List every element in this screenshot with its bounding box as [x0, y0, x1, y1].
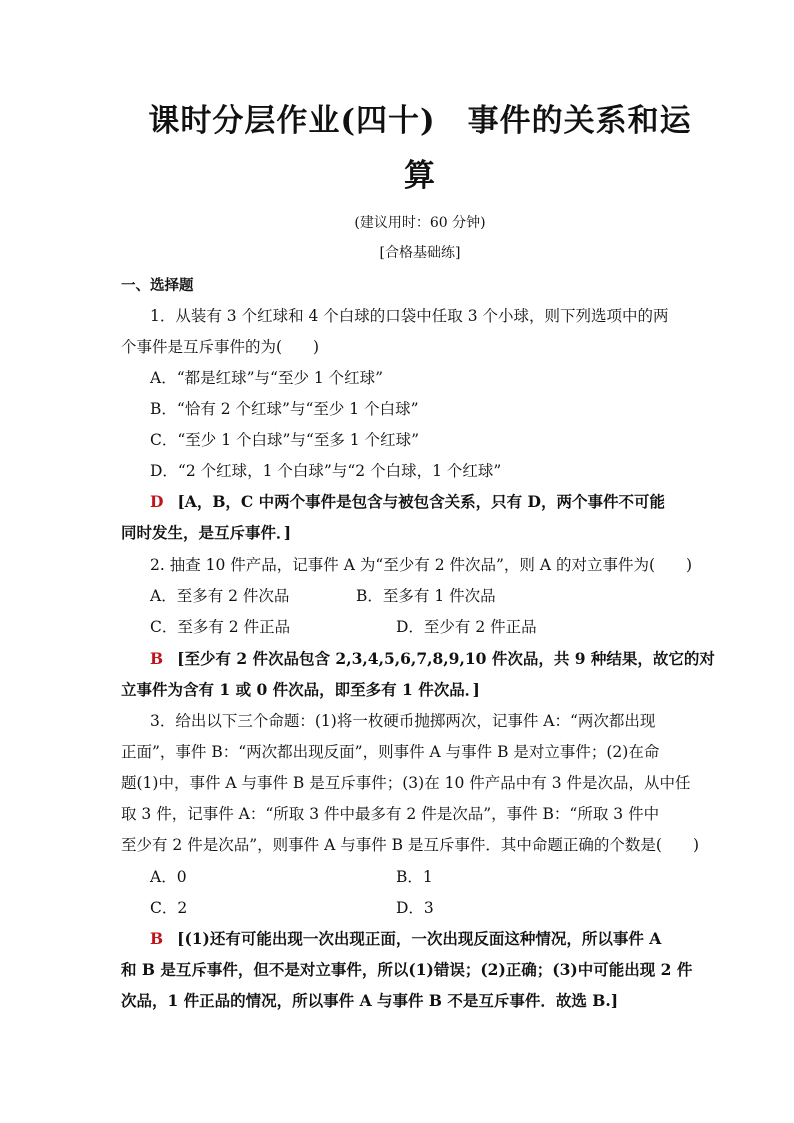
page-title-line1: 课时分层作业(四十) 事件的关系和运 [148, 103, 692, 139]
q3-stem-line5: 至少有 2 件是次品”，则事件 A 与事件 B 是互斥事件．其中命题正确的个数是( ) [121, 836, 700, 854]
q1-stem-line2: 个事件是互斥事件的为( ) [121, 338, 320, 356]
time-hint: (建议用时：60 分钟) [354, 215, 486, 231]
q3-solution-line2: 和 B 是互斥事件，但不是对立事件，所以(1)错误；(2)正确；(3)中可能出现 2 件 [121, 960, 693, 979]
q3-solution-line1: B [(1)还有可能出现一次出现正面，一次出现反面这种情况，所以事件 A [150, 929, 662, 948]
q2-option-c: C．至多有 2 件正品 [150, 618, 291, 636]
q2-answer: B [150, 649, 164, 668]
q1-solution-line1: D [A，B，C 中两个事件是包含与被包含关系，只有 D，两个事件不可能 [150, 492, 665, 511]
q3-answer: B [150, 929, 164, 948]
q3-stem-line2: 正面”，事件 B：“两次都出现反面”，则事件 A 与事件 B 是对立事件；(2)在命 [121, 743, 660, 761]
q3-option-a: A．0 [150, 868, 187, 886]
level-label: [合格基础练] [379, 245, 461, 261]
q2-option-a: A．至多有 2 件次品 [150, 587, 290, 605]
q2-solution-line2: 立事件为含有 1 或 0 件次品，即至多有 1 件次品．] [121, 680, 480, 699]
q2-solution-line1: B [至少有 2 件次品包含 2,3,4,5,6,7,8,9,10 件次品，共 9 种结果，故它的对 [150, 649, 715, 668]
section-heading: 一、选择题 [121, 277, 194, 294]
q1-solution-line2: 同时发生，是互斥事件．] [121, 523, 292, 542]
q1-option-b: B．“恰有 2 个红球”与“至少 1 个白球” [150, 400, 419, 418]
q2-option-d: D．至少有 2 件正品 [396, 618, 537, 636]
q3-stem-line3: 题(1)中，事件 A 与事件 B 是互斥事件；(3)在 10 件产品中有 3 件是次品，从中任 [121, 774, 691, 792]
q1-answer: D [150, 492, 164, 511]
q1-option-d: D．“2 个红球，1 个白球”与“2 个白球，1 个红球” [150, 462, 502, 480]
q3-option-d: D．3 [396, 899, 434, 917]
q2-stem: 2. 抽查 10 件产品，记事件 A 为“至少有 2 件次品”，则 A 的对立事件为( ) [150, 556, 693, 574]
q2-option-b: B．至多有 1 件次品 [356, 587, 496, 605]
q1-option-a: A．“都是红球”与“至少 1 个红球” [150, 369, 384, 387]
q3-option-b: B．1 [396, 868, 433, 886]
q3-solution-line3: 次品，1 件正品的情况，所以事件 A 与事件 B 不是互斥事件．故选 B.] [121, 991, 619, 1010]
q3-option-c: C．2 [150, 899, 188, 917]
page-title-line2: 算 [404, 158, 436, 194]
q3-stem-line4: 取 3 件，记事件 A：“所取 3 件中最多有 2 件是次品”，事件 B：“所取 3 件中 [121, 805, 660, 823]
q3-stem-line1: 3．给出以下三个命题：(1)将一枚硬币抛掷两次，记事件 A：“两次都出现 [150, 712, 656, 730]
q1-stem-line1: 1．从装有 3 个红球和 4 个白球的口袋中任取 3 个小球，则下列选项中的两 [150, 307, 669, 325]
q1-option-c: C．“至少 1 个白球”与“至多 1 个红球” [150, 431, 419, 449]
